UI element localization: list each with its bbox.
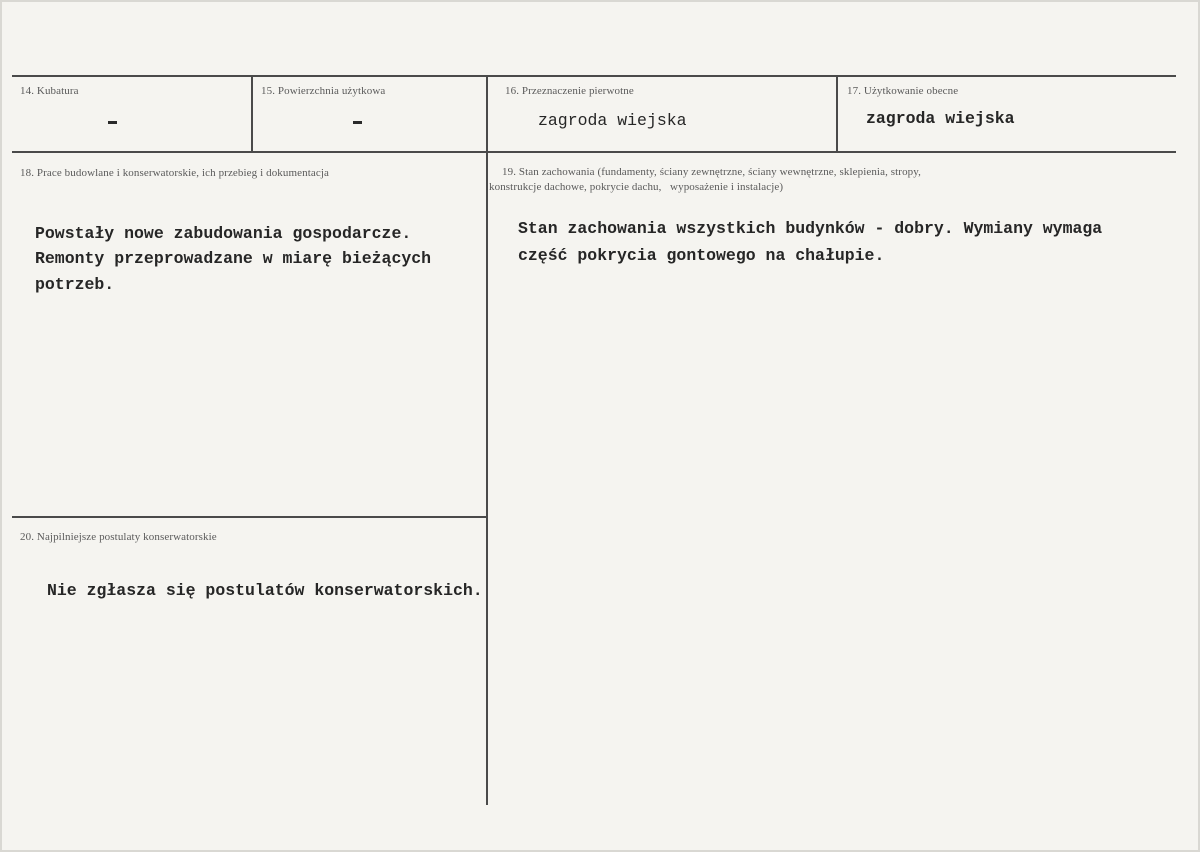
divider-left-right: [486, 153, 488, 805]
field-stan-line-2: część pokrycia gontowego na chałupie.: [518, 246, 885, 265]
field-uzytkowanie-value: zagroda wiejska: [866, 109, 1015, 128]
field-stan-line-1: Stan zachowania wszystkich budynków - dobry. Wymiany wymaga: [518, 219, 1103, 238]
divider-14-15: [251, 77, 253, 151]
field-przeznaczenie-value: zagroda wiejska: [538, 111, 687, 130]
field-stan-label-line-2: konstrukcje dachowe, pokrycie dachu, wyposażenie i instalacje): [489, 181, 784, 193]
field-powierzchnia-label: 15. Powierzchnia użytkowa: [261, 85, 386, 97]
field-prace-line-2: Remonty przeprowadzane w miarę bieżących: [35, 249, 432, 268]
field-przeznaczenie-label: 16. Przeznaczenie pierwotne: [505, 85, 634, 97]
field-prace-label: 18. Prace budowlane i konserwatorskie, ich przebieg i dokumentacja: [20, 167, 329, 179]
field-kubatura-value: [108, 121, 117, 124]
field-stan-label-line-1: 19. Stan zachowania (fundamenty, ściany zewnętrzne, ściany wewnętrzne, sklepienia, stropy,: [502, 166, 922, 178]
section-18-bottom-rule: [12, 516, 486, 518]
field-powierzchnia-value: [353, 121, 362, 124]
field-prace-line-3: potrzeb.: [35, 275, 115, 294]
divider-15-16: [486, 77, 488, 151]
field-kubatura-label: 14. Kubatura: [20, 85, 79, 97]
field-uzytkowanie-label: 17. Użytkowanie obecne: [847, 85, 959, 97]
top-rule: [12, 75, 1176, 77]
field-prace-line-1: Powstały nowe zabudowania gospodarcze.: [35, 224, 412, 243]
row1-bottom-rule: [12, 151, 1176, 153]
divider-16-17: [836, 77, 838, 151]
field-postulaty-line-1: Nie zgłasza się postulatów konserwatorskich.: [47, 581, 483, 600]
field-postulaty-label: 20. Najpilniejsze postulaty konserwatorskie: [20, 531, 217, 543]
